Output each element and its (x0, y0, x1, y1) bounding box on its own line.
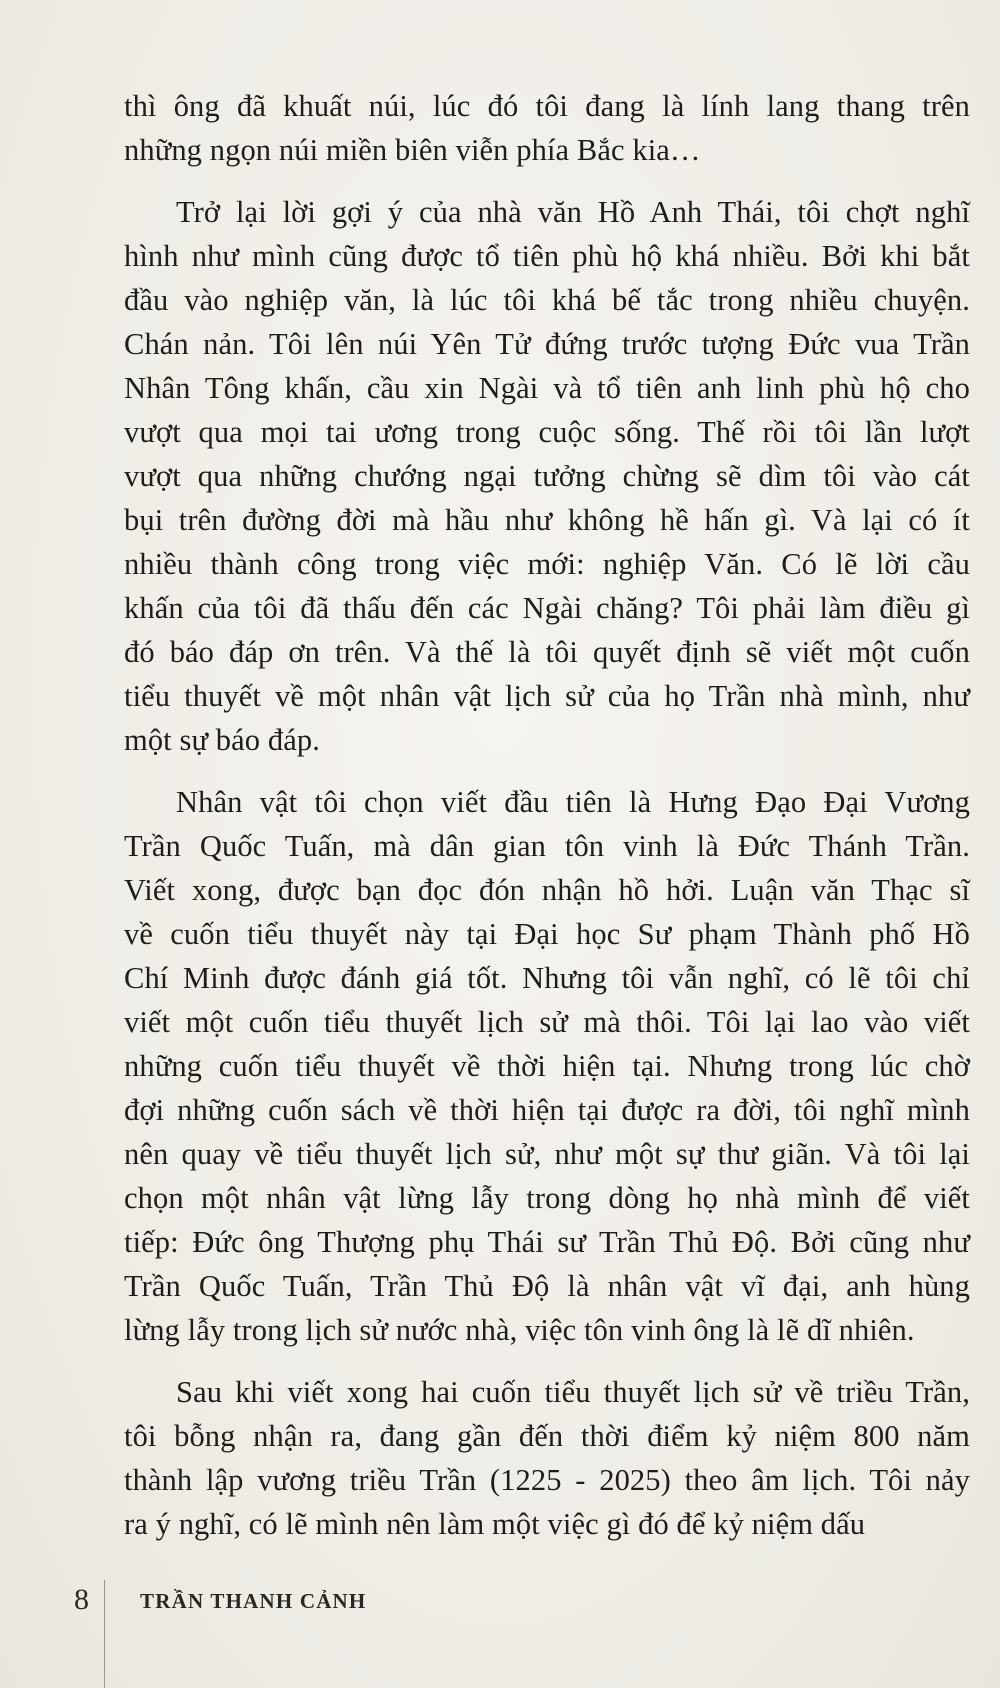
text-line: Chí Minh được đánh giá tốt. Nhưng tôi vẫn nghĩ, có lẽ tôi chỉ (124, 961, 970, 995)
text-line: Trở lại lời gợi ý của nhà văn Hồ Anh Thái, tôi chợt nghĩ (176, 195, 970, 229)
text-line: bụi trên đường đời mà hầu như không hề hấn gì. Và lại có ít (124, 503, 970, 537)
text-line: Nhân Tông khấn, cầu xin Ngài và tổ tiên anh linh phù hộ cho (124, 371, 970, 405)
text-line: viết một cuốn tiểu thuyết lịch sử mà thôi. Tôi lại lao vào viết (124, 1005, 970, 1039)
text-line: tôi bỗng nhận ra, đang gần đến thời điểm kỷ niệm 800 năm (124, 1419, 970, 1453)
text-line: nên quay về tiểu thuyết lịch sử, như một sự thư giãn. Và tôi lại (124, 1137, 970, 1171)
text-line: lừng lẫy trong lịch sử nước nhà, việc tôn vinh ông là lẽ dĩ nhiên. (124, 1313, 915, 1347)
page-footer (0, 1580, 1000, 1688)
text-line: Sau khi viết xong hai cuốn tiểu thuyết lịch sử về triều Trần, (176, 1375, 970, 1409)
text-line: đó báo đáp ơn trên. Và thế là tôi quyết định sẽ viết một cuốn (124, 635, 970, 669)
paragraph (124, 1370, 970, 1546)
running-footer-author: TRẦN THANH CẢNH (140, 1589, 367, 1613)
text-line: thành lập vương triều Trần (1225 - 2025) theo âm lịch. Tôi nảy (124, 1463, 970, 1497)
text-line: vượt qua những chướng ngại tưởng chừng sẽ dìm tôi vào cát (124, 459, 970, 493)
text-line: đầu vào nghiệp văn, là lúc tôi khá bế tắc trong nhiều chuyện. (124, 283, 970, 317)
text-line: vượt qua mọi tai ương trong cuộc sống. Thế rồi tôi lần lượt (124, 415, 970, 449)
text-line: chọn một nhân vật lừng lẫy trong dòng họ nhà mình để viết (124, 1181, 970, 1215)
paragraph (124, 84, 970, 172)
text-line: Viết xong, được bạn đọc đón nhận hồ hởi. Luận văn Thạc sĩ (124, 873, 970, 907)
paragraph-gap (124, 762, 970, 780)
text-line: Chán nản. Tôi lên núi Yên Tử đứng trước tượng Đức vua Trần (124, 327, 970, 361)
page-number: 8 (74, 1583, 89, 1616)
text-line: Trần Quốc Tuấn, Trần Thủ Độ là nhân vật vĩ đại, anh hùng (124, 1269, 970, 1303)
text-line: hình như mình cũng được tổ tiên phù hộ khá nhiều. Bởi khi bắt (124, 239, 970, 273)
text-line: về cuốn tiểu thuyết này tại Đại học Sư phạm Thành phố Hồ (124, 917, 970, 951)
text-line: ra ý nghĩ, có lẽ mình nên làm một việc gì đó để kỷ niệm dấu (124, 1507, 866, 1541)
text-line: một sự báo đáp. (124, 723, 320, 757)
text-line: nhiều thành công trong việc mới: nghiệp Văn. Có lẽ lời cầu (124, 547, 970, 581)
paragraph (124, 190, 970, 762)
body-text (124, 84, 970, 1546)
text-line: tiếp: Đức ông Thượng phụ Thái sư Trần Thủ Độ. Bởi cũng như (124, 1225, 970, 1259)
text-line: những cuốn tiểu thuyết về thời hiện tại. Nhưng trong lúc chờ (124, 1049, 970, 1083)
text-line: khấn của tôi đã thấu đến các Ngài chăng? Tôi phải làm điều gì (124, 591, 970, 625)
text-line: đợi những cuốn sách về thời hiện tại được ra đời, tôi nghĩ mình (124, 1093, 970, 1127)
text-line: những ngọn núi miền biên viễn phía Bắc kia… (124, 133, 701, 167)
paragraph-gap (124, 172, 970, 190)
text-line: Trần Quốc Tuấn, mà dân gian tôn vinh là Đức Thánh Trần. (124, 829, 970, 863)
text-line: tiểu thuyết về một nhân vật lịch sử của họ Trần nhà mình, như (124, 679, 970, 713)
paragraph (124, 780, 970, 1352)
text-line: thì ông đã khuất núi, lúc đó tôi đang là lính lang thang trên (124, 89, 970, 123)
paragraph-gap (124, 1352, 970, 1370)
footer-divider (104, 1580, 105, 1688)
text-line: Nhân vật tôi chọn viết đầu tiên là Hưng Đạo Đại Vương (176, 785, 970, 819)
